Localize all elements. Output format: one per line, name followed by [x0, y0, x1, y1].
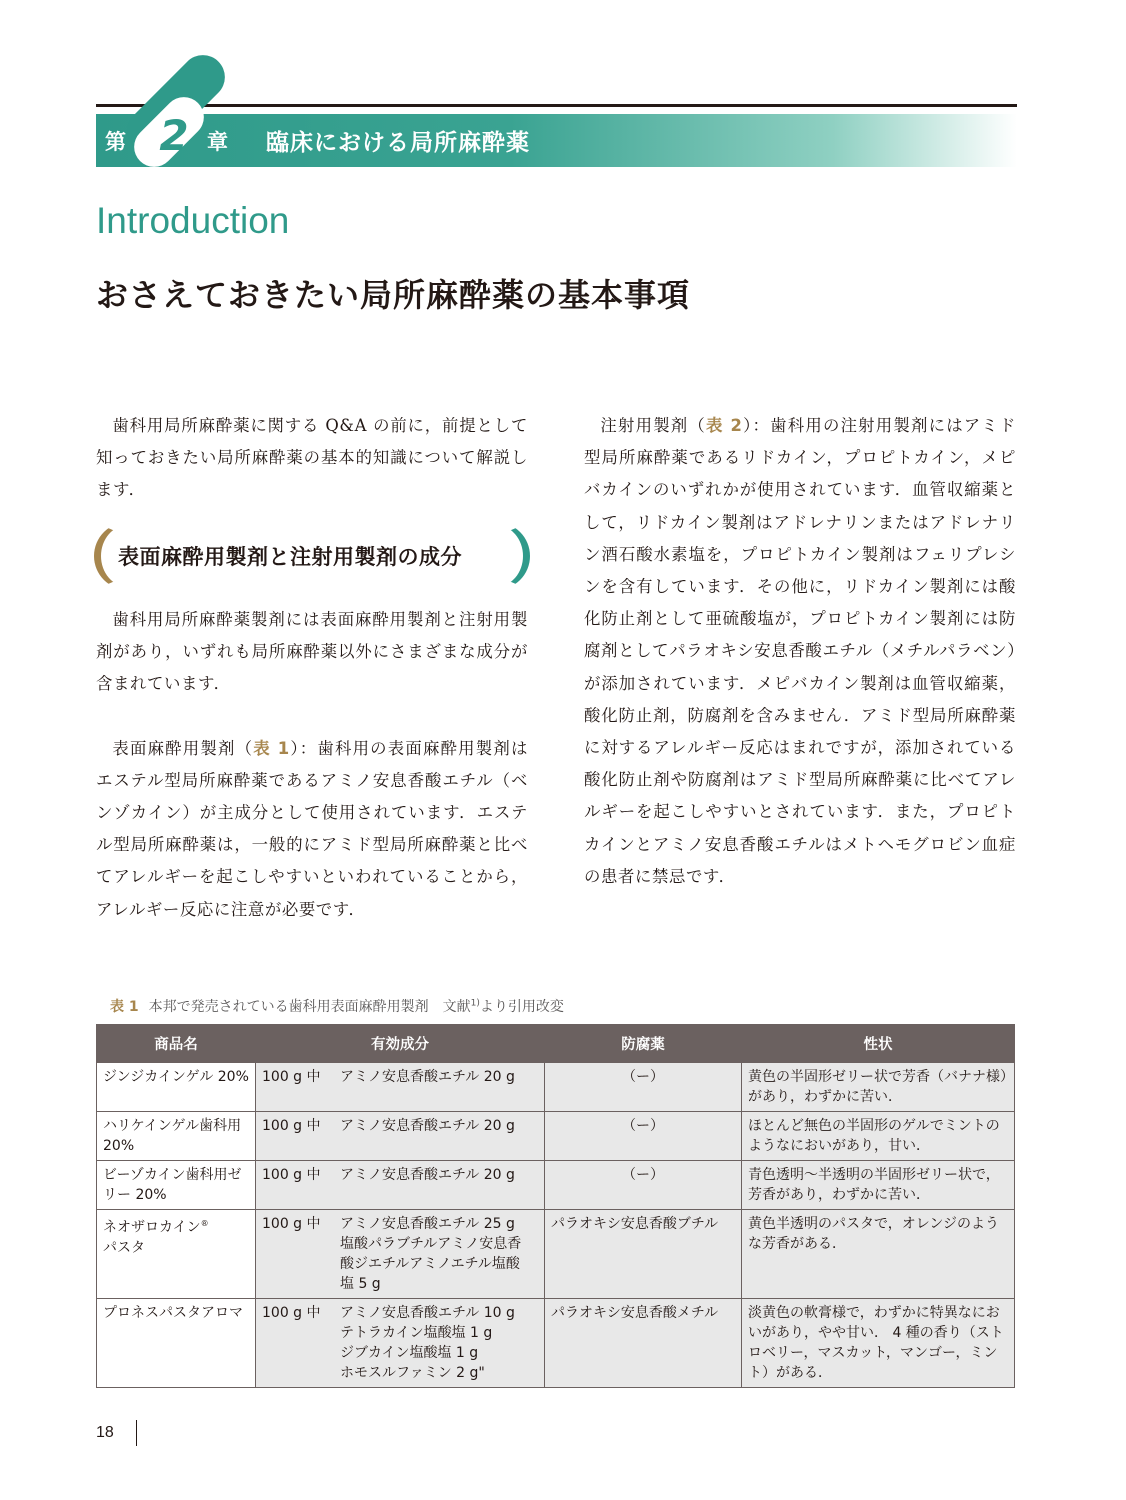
product-name-main: ネオザロカイン	[103, 1219, 201, 1236]
injection-lead: 注射用製剤（	[600, 416, 707, 435]
amount: 100 g 中	[262, 1069, 321, 1085]
amount: 100 g 中	[262, 1167, 321, 1183]
preservative-cell: （ー）	[545, 1063, 742, 1112]
table-row	[97, 1112, 1015, 1161]
product-name: ジンジカインゲル 20%	[97, 1063, 256, 1112]
property-cell: 黄色半透明のパスタで，オレンジのような芳香がある．	[742, 1210, 1015, 1299]
amount: 100 g 中	[262, 1305, 321, 1321]
page-title: おさえておきたい局所麻酔薬の基本事項	[96, 276, 691, 314]
preservative-cell: パラオキシ安息香酸ブチル	[545, 1210, 742, 1299]
ingredient-cell	[256, 1063, 545, 1112]
injection-paragraph	[584, 410, 1016, 893]
ingredient: テトラカイン塩酸塩 1 g	[340, 1325, 493, 1341]
table-row	[97, 1299, 1015, 1388]
table-row	[97, 1210, 1015, 1299]
ingredient: アミノ安息香酸エチル 10 g	[340, 1305, 515, 1321]
registered-mark: ®	[200, 1219, 209, 1228]
topical-body: ）：歯科用の表面麻酔用製剤はエステル型局所麻酔薬であるアミノ安息香酸エチル（ベンゾカイン）が主成分として使用されています．エステル型局所麻酔薬は，一般的にアミド型局所麻酔薬と比べてアレルギーを起こしやすいといわれていることから，アレルギー反応に注意が必要です．	[96, 738, 528, 919]
property-cell: ほとんど無色の半固形のゲルでミントのようなにおいがあり，甘い．	[742, 1112, 1015, 1161]
ingredient: ジブカイン塩酸塩 1 g	[340, 1345, 479, 1361]
ingredient: アミノ安息香酸エチル 20 g	[340, 1167, 515, 1183]
table1-reference: 表 1	[253, 738, 290, 758]
preservative-cell: （ー）	[545, 1161, 742, 1210]
preservative-cell: （ー）	[545, 1112, 742, 1161]
property-cell: 黄色の半固形ゼリー状で芳香（バナナ様）があり，わずかに苦い．	[742, 1063, 1015, 1112]
header-property: 性状	[742, 1025, 1015, 1063]
header-product: 商品名	[97, 1025, 256, 1063]
intro-paragraph: 歯科用局所麻酔薬に関する Q&A の前に，前提として知っておきたい局所麻酔薬の基本的知識について解説します．	[96, 416, 528, 500]
ingredient-cell	[256, 1299, 545, 1388]
product-name	[97, 1210, 256, 1299]
table-row	[97, 1063, 1015, 1112]
ingredient: アミノ安息香酸エチル 25 g	[340, 1216, 515, 1232]
amount: 100 g 中	[262, 1216, 321, 1232]
ingredient-list	[340, 1214, 530, 1294]
page-number-divider	[136, 1420, 137, 1446]
table-header-row	[97, 1025, 1015, 1063]
chapter-prefix: 第	[105, 130, 126, 154]
chapter-suffix: 章	[207, 130, 228, 154]
table2-reference: 表 2	[706, 416, 743, 435]
ingredient: アミノ安息香酸エチル 20 g	[340, 1118, 515, 1134]
ingredient-list	[340, 1303, 530, 1383]
intro-title: Introduction	[96, 200, 290, 241]
table-caption-text: 本邦で発売されている歯科用表面麻酔用製剤 文献	[148, 999, 471, 1015]
top-rule	[96, 104, 1017, 107]
chapter-header-band	[96, 111, 1017, 167]
components-paragraph: 歯科用局所麻酔薬製剤には表面麻酔用製剤と注射用製剤があり，いずれも局所麻酔薬以外にさまざまな成分が含まれています．	[96, 610, 528, 694]
ingredient-cell	[256, 1112, 545, 1161]
product-name-tail: パスタ	[103, 1239, 145, 1256]
property-cell: 淡黄色の軟膏様で，わずかに特異なにおいがあり，やや甘い． 4 種の香り（ストロベリー，マスカット，マンゴー，ミント）がある．	[742, 1299, 1015, 1388]
table-caption	[110, 996, 564, 1016]
section-heading: 表面麻酔用製剤と注射用製剤の成分	[118, 545, 462, 569]
table-caption-ref: 1)	[470, 998, 480, 1009]
right-column	[584, 410, 1016, 893]
product-name: プロネスパスタアロマ	[97, 1299, 256, 1388]
table-label: 表 1	[110, 999, 139, 1015]
ingredient: ホモスルファミン 2 g"	[340, 1365, 485, 1381]
ingredient-cell	[256, 1161, 545, 1210]
product-name: ハリケインゲル歯科用 20%	[97, 1112, 256, 1161]
header-ingredient: 有効成分	[256, 1025, 545, 1063]
amount: 100 g 中	[262, 1118, 321, 1134]
topical-anesthetic-table	[96, 1024, 1015, 1388]
preservative-cell: パラオキシ安息香酸メチル	[545, 1299, 742, 1388]
ingredient: 塩酸パラブチルアミノ安息香酸ジエチルアミノエチル塩酸塩 5 g	[340, 1236, 522, 1292]
left-column-intro	[96, 410, 528, 507]
left-column-body	[96, 604, 528, 926]
product-name: ビーゾカイン歯科用ゼリー 20%	[97, 1161, 256, 1210]
ingredient-cell	[256, 1210, 545, 1299]
chapter-number: 2	[159, 111, 189, 160]
chapter-title: 臨床における局所麻酔薬	[266, 130, 530, 156]
injection-body: ）：歯科用の注射用製剤にはアミド型局所麻酔薬であるリドカイン，プロピトカイン，メピバカインのいずれかが使用されています．血管収縮薬として，リドカイン製剤はアドレナリンまたはアドレナリン酒石酸水素塩を，プロピトカイン製剤はフェリプレシンを含有しています．その他に，リドカイン製剤には酸化防止剤として亜硫酸塩が，プロピトカイン製剤には防腐剤としてパラオキシ安息香酸エチル（メチルパラベン）が添加されています．メピバカイン製剤は血管収縮薬，酸化防止剤，防腐剤を含みません．アミド型局所麻酔薬に対するアレルギー反応はまれですが，添加されている酸化防止剤や防腐剤はアミド型局所麻酔薬に比べてアレルギーを起こしやすいとされています．また，プロピトカインとアミノ安息香酸エチルはメトヘモグロビン血症の患者に禁忌です．	[584, 416, 1016, 886]
property-cell: 青色透明～半透明の半固形ゼリー状で，芳香があり，わずかに苦い．	[742, 1161, 1015, 1210]
topical-paragraph	[96, 733, 528, 926]
ingredient: アミノ安息香酸エチル 20 g	[340, 1069, 515, 1085]
header-preservative: 防腐薬	[545, 1025, 742, 1063]
table-row	[97, 1161, 1015, 1210]
table-caption-tail: より引用改変	[479, 999, 564, 1015]
topical-lead: 表面麻酔用製剤（	[112, 738, 254, 758]
page-number: 18	[96, 1424, 114, 1441]
